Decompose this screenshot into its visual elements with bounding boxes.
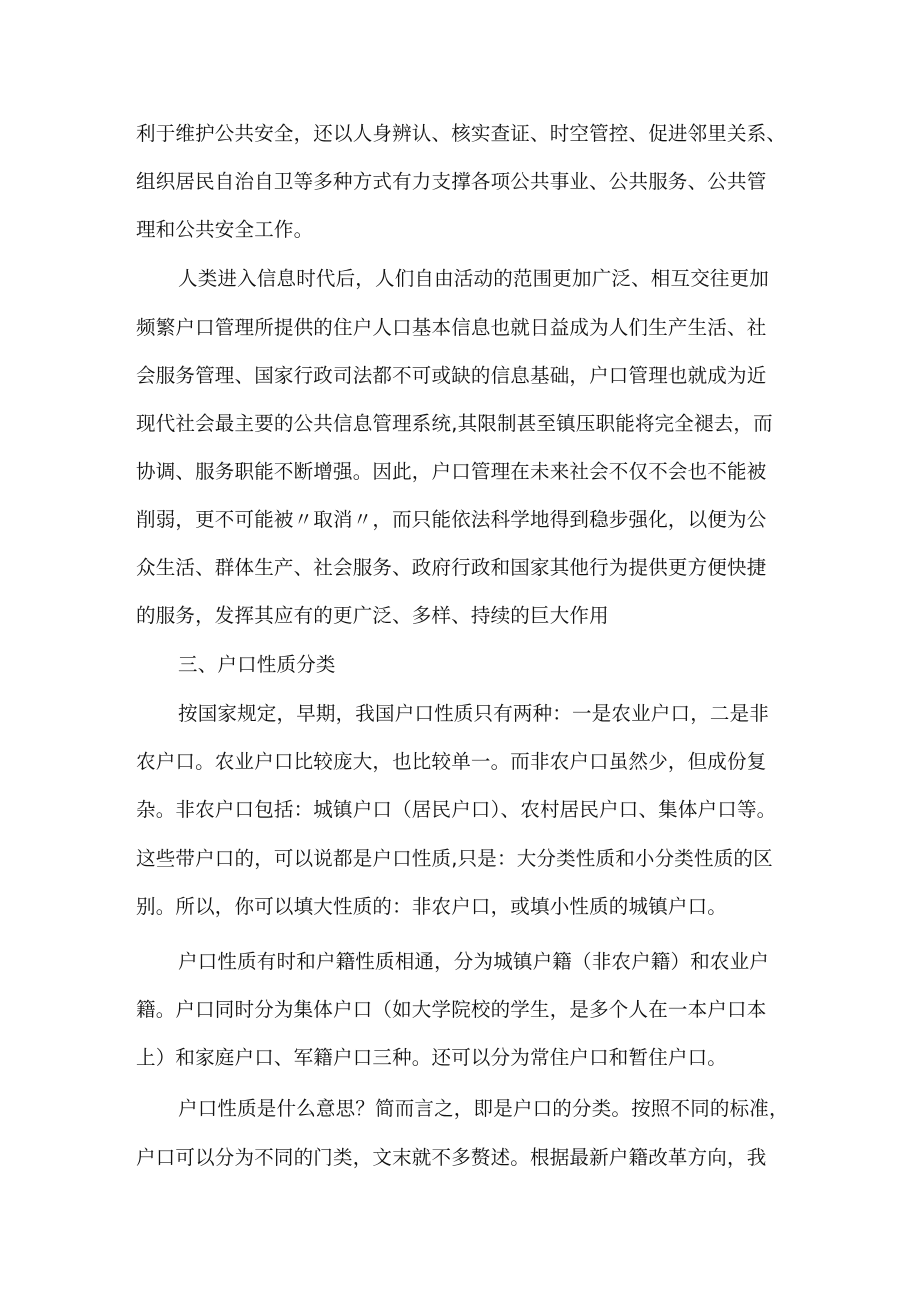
text-line: 现代社会最主要的公共信息管理系统,其限制甚至镇压职能将完全褪去，而: [136, 412, 773, 435]
text-line: 频繁户口管理所提供的住户人口基本信息也就日益成为人们生产生活、社: [136, 316, 767, 339]
text-line: 按国家规定，早期，我国户口性质只有两种：一是农业户口，二是非: [178, 702, 770, 725]
text-line: 农户口。农业户口比较庞大，也比较单一。而非农户口虽然少，但成份复: [136, 750, 767, 773]
text-line: 协调、服务职能不断增强。因此，户口管理在未来社会不仅不会也不能被: [136, 460, 767, 483]
text-line: 杂。非农户口包括：城镇户口（居民户口）、农村居民户口、集体户口等。: [136, 798, 777, 821]
text-line: 利于维护公共安全，还以人身辨认、核实查证、时空管控、促进邻里关系、: [136, 122, 787, 145]
section-heading: 三、户口性质分类: [178, 653, 336, 676]
text-line: 户口性质是什么意思？简而言之，即是户口的分类。按照不同的标准，: [178, 1097, 789, 1120]
text-line: 会服务管理、国家行政司法都不可或缺的信息基础，户口管理也就成为近: [136, 364, 767, 387]
text-line: 户口性质有时和户籍性质相通，分为城镇户籍（非农户籍）和农业户: [178, 950, 770, 973]
text-line: 上）和家庭户口、军籍户口三种。还可以分为常住户口和暂住户口。: [136, 1046, 728, 1069]
text-line: 组织居民自治自卫等多种方式有力支撑各项公共事业、公共服务、公共管: [136, 170, 767, 193]
text-line: 人类进入信息时代后，人们自由活动的范围更加广泛、相互交往更加: [178, 267, 770, 290]
text-line: 别。所以，你可以填大性质的：非农户口，或填小性质的城镇户口。: [136, 895, 728, 918]
text-line: 籍。户口同时分为集体户口（如大学院校的学生，是多个人在一本户口本: [136, 998, 767, 1021]
text-line: 理和公共安全工作。: [136, 218, 314, 241]
text-line: 户口可以分为不同的门类，文末就不多赘述。根据最新户籍改革方向，我: [136, 1146, 767, 1169]
text-line: 这些带户口的，可以说都是户口性质,只是：大分类性质和小分类性质的区: [136, 847, 773, 870]
text-line: 的服务，发挥其应有的更广泛、多样、持续的巨大作用: [136, 604, 609, 627]
text-line: 众生活、群体生产、社会服务、政府行政和国家其他行为提供更方便快捷: [136, 556, 767, 579]
text-line: 削弱，更不可能被〃取消〃，而只能依法科学地得到稳步强化，以便为公: [136, 508, 767, 531]
